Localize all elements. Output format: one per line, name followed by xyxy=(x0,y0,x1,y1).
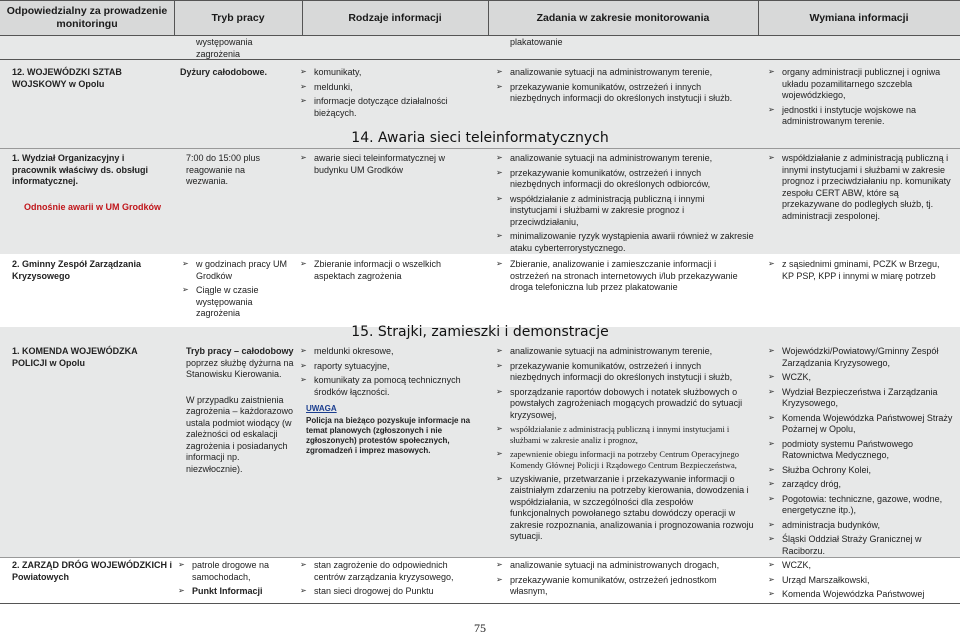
s15r2-tasks xyxy=(496,560,754,601)
s15r1-exchange xyxy=(768,346,956,560)
list-item: ➢ przekazywanie komunikatów, ostrzeżeń i innych niezbędnych informacji do określonych odbiorców, xyxy=(496,168,754,191)
row12-responsible: 12. WOJEWÓDZKI SZTAB WOJSKOWY w Opolu xyxy=(12,67,122,89)
list-item: ➢ Zbieranie informacji o wszelkich aspektach zagrożenia xyxy=(300,259,480,282)
list-item: ➢ raporty sytuacyjne, xyxy=(300,361,480,373)
s15r2-info-types xyxy=(300,560,480,601)
list-item: ➢ organy administracji publicznej i ogniwa układu pozamilitarnego szczebla wojewódzkiego, xyxy=(768,67,956,102)
header-responsible: Odpowiedzialny za prowadzenie monitoringu xyxy=(6,5,168,30)
rule xyxy=(0,59,960,60)
col-divider xyxy=(488,0,489,36)
list-item: ➢ meldunki, xyxy=(300,82,480,94)
s14r1-exchange xyxy=(768,153,952,225)
s14r1-task-list xyxy=(496,153,754,254)
s15r1-info-types xyxy=(300,346,480,456)
s15r2-responsible: 2. ZARZĄD DRÓG WOJEWÓDZKICH i Powiatowych xyxy=(12,560,172,582)
list-item: ➢ WCZK, xyxy=(768,372,956,384)
row12-info-list xyxy=(300,67,480,119)
page-number: 75 xyxy=(474,621,486,635)
list-item: ➢ patrole drogowe na samochodach, xyxy=(178,560,298,583)
list-item: ➢ w godzinach pracy UM Grodków xyxy=(182,259,294,282)
s15r1-task-list xyxy=(496,346,754,543)
s15r2-mode-list xyxy=(178,560,298,598)
list-item: ➢ stan zagrożenie do odpowiednich centrów zarządzania kryzysowego, xyxy=(300,560,480,583)
list-item: ➢ przekazywanie komunikatów, ostrzeżeń i innych niezbędnych informacji do określonych instytucji i służb, xyxy=(496,361,754,384)
s14r2-exchange-list xyxy=(768,259,952,282)
list-item: ➢ podmioty systemu Państwowego Ratownictwa Medycznego, xyxy=(768,439,956,462)
row12-tasks xyxy=(496,67,754,108)
s15r2-info-list xyxy=(300,560,480,598)
list-item: ➢ informacje dotyczące działalności bieżących. xyxy=(300,96,480,119)
col-divider xyxy=(174,0,175,36)
header-info-exchange: Wymiana informacji xyxy=(809,11,909,24)
list-item: ➢ współdziałanie z administracją publiczną i innymi instytucjami i służbami w zakresie analiz i prognoz, xyxy=(496,424,754,446)
cont-task: plakatowanie xyxy=(510,37,563,47)
list-item: ➢ Komenda Wojewódzka Państwowej xyxy=(768,589,956,601)
list-item: ➢ komunikaty, xyxy=(300,67,480,79)
header-monitoring-tasks: Zadania w zakresie monitorowania xyxy=(536,11,710,24)
s14r1-note: Odnośnie awarii w UM Grodków xyxy=(24,201,162,212)
s14r2-info-types xyxy=(300,259,480,285)
list-item: ➢ z sąsiednimi gminami, PCZK w Brzegu, KP PSP, KPP i innymi w miarę potrzeb xyxy=(768,259,952,282)
list-item: ➢ Wydział Bezpieczeństwa i Zarządzania Kryzysowego, xyxy=(768,387,956,410)
s14r2-info-list xyxy=(300,259,480,282)
s14r1-tasks xyxy=(496,153,754,257)
s15r1-mode-threat: W przypadku zaistnienia zagrożenia – każdorazowo ustala podmiot wiodący (w zależności od eskalacji zagrożenia i posiadanych informacji np. niezwłocznie). xyxy=(186,394,294,474)
header-work-mode: Tryb pracy xyxy=(211,11,265,24)
list-item: ➢ meldunki okresowe, xyxy=(300,346,480,358)
list-item: ➢ WCZK, xyxy=(768,560,956,572)
header-info-types: Rodzaje informacji xyxy=(348,11,442,24)
list-item: ➢ analizowanie sytuacji na administrowanym terenie, xyxy=(496,67,754,79)
list-item: ➢ Komenda Wojewódzka Państwowej Straży Pożarnej w Opolu, xyxy=(768,413,956,436)
s15r1-exchange-list xyxy=(768,346,956,557)
row12-work-mode: Dyżury całodobowe. xyxy=(180,67,268,77)
cont-work-mode: występowania zagrożenia xyxy=(196,37,253,59)
s15r1-responsible: 1. KOMENDA WOJEWÓDZKA POLICJI w Opolu xyxy=(12,346,138,368)
list-item: ➢ Zbieranie, analizowanie i zamieszczanie informacji i ostrzeżeń na stronach internetowych i/lub przekazywanie droga telefoniczna lub przez plakatowanie xyxy=(496,259,754,294)
list-item: ➢ współdziałanie z administracją publiczną i innymi instytucjami i służbami w zakresie prognoz i przeciwdziałaniu, xyxy=(496,194,754,229)
list-item: ➢ minimalizowanie ryzyk wystąpienia awarii również w zakresie ataku cyberterrorystycznego. xyxy=(496,231,754,254)
list-item: ➢ stan sieci drogowej do Punktu xyxy=(300,586,480,598)
row12-exchange xyxy=(768,67,956,131)
col-divider xyxy=(758,0,759,36)
list-item: ➢ współdziałanie z administracją publiczną i innymi instytucjami i służbami w zakresie prognoz i przeciwdziałaniu np. komunikaty zespołu CERT ABW, które są przekazywane do podległych służb, tj. administracji zespolonej. xyxy=(768,153,952,222)
band-cont xyxy=(0,36,960,59)
s15r1-work-mode xyxy=(186,346,296,475)
list-item: ➢ przekazywanie komunikatów, ostrzeżeń i innych niezbędnych informacji do określonych instytucji i służb. xyxy=(496,82,754,105)
list-item: ➢ administracja budynków, xyxy=(768,520,956,532)
list-item: ➢ zapewnienie obiegu informacji na potrzeby Centrum Operacyjnego Komendy Głównej Policji i Rządowego Centrum Bezpieczeństwa, xyxy=(496,449,754,471)
list-item: ➢ Ciągle w czasie występowania zagrożenia xyxy=(182,285,294,320)
list-item: ➢ Punkt Informacji xyxy=(178,586,298,598)
list-item: ➢ Służba Ochrony Kolei, xyxy=(768,465,956,477)
list-item: ➢ Urząd Marszałkowski, xyxy=(768,575,956,587)
table-header xyxy=(0,0,960,36)
s15r1-mode-bold: Tryb pracy – całodobowy xyxy=(186,346,294,356)
s15r1-tasks xyxy=(496,346,754,546)
row12-exchange-list xyxy=(768,67,956,128)
s14r1-work-mode: 7:00 do 15:00 plus reagowanie na wezwania. xyxy=(186,153,261,187)
s14r1-responsible xyxy=(12,153,167,213)
list-item: ➢ jednostki i instytucje wojskowe na administrowanym terenie. xyxy=(768,105,956,128)
s15r1-info-list xyxy=(300,346,480,398)
s14r2-task-list xyxy=(496,259,754,294)
s14r2-mode-list xyxy=(182,259,294,320)
s14r1-exchange-list xyxy=(768,153,952,222)
s14r1-info-list xyxy=(300,153,480,176)
list-item: ➢ sporządzanie raportów dobowych i notatek służbowych o powstałych zagrożeniach mogących prowadzić do sytuacji kryzysowej, xyxy=(496,387,754,422)
uwaga-note: Policja na bieżąco pozyskuje informacje na temat planowych (zgłoszonych i nie zgłoszonych) protestów społecznych, zgromadzeń i imprez masowych. xyxy=(306,416,471,456)
list-item: ➢ analizowanie sytuacji na administrowanym terenie, xyxy=(496,153,754,165)
s14r2-tasks xyxy=(496,259,754,297)
section-title-15: 15. Strajki, zamieszki i demonstracje xyxy=(351,324,609,340)
list-item: ➢ analizowanie sytuacji na administrowanym terenie, xyxy=(496,346,754,358)
s15r1-mode-rest: poprzez służbę dyżurna na Stanowisku Kierowania. xyxy=(186,357,294,380)
list-item: ➢ przekazywanie komunikatów, ostrzeżeń jednostkom własnym, xyxy=(496,575,754,598)
list-item: ➢ awarie sieci teleinformatycznej w budynku UM Grodków xyxy=(300,153,480,176)
s14r1-info-types xyxy=(300,153,480,179)
list-item: ➢ Wojewódzki/Powiatowy/Gminny Zespół Zarządzania Kryzysowego, xyxy=(768,346,956,369)
list-item: ➢ Pogotowia: techniczne, gazowe, wodne, energetyczne itp.), xyxy=(768,494,956,517)
s15r2-exchange xyxy=(768,560,956,604)
s14r2-work-mode xyxy=(182,259,294,323)
s15r1-mode-main xyxy=(186,346,296,381)
s14r2-exchange xyxy=(768,259,952,285)
uwaga-label: UWAGA xyxy=(306,404,337,414)
section-title-14: 14. Awaria sieci teleinformatycznych xyxy=(351,130,609,146)
list-item: ➢ Śląski Oddział Straży Granicznej w Raciborzu. xyxy=(768,534,956,557)
list-item: ➢ uzyskiwanie, przetwarzanie i przekazywanie informacji o zaistniałym zdarzeniu na potrzeby kierowania, dowodzenia i współdziałania, w szczególności dla zespołów funkcjonalnych powołanego sztabu dowódczy operacji w zakresie rozpoznania, analizowania i prognozowania rozwoju sytuacji. xyxy=(496,474,754,543)
rule xyxy=(0,148,960,149)
s14r2-responsible: 2. Gminny Zespół Zarządzania Kryzysowego xyxy=(12,259,142,281)
row12-info-types xyxy=(300,67,480,122)
list-item: ➢ analizowanie sytuacji na administrowanych drogach, xyxy=(496,560,754,572)
s15r2-work-mode xyxy=(178,560,298,601)
s14r1-unit: 1. Wydział Organizacyjny i pracownik właściwy ds. obsługi informatycznej. xyxy=(12,153,149,187)
s15r2-exchange-list xyxy=(768,560,956,601)
col-divider xyxy=(302,0,303,36)
s15r2-task-list xyxy=(496,560,754,598)
list-item: ➢ komunikaty za pomocą technicznych środków łączności. xyxy=(300,375,480,398)
row12-task-list xyxy=(496,67,754,105)
list-item: ➢ zarządcy dróg, xyxy=(768,479,956,491)
